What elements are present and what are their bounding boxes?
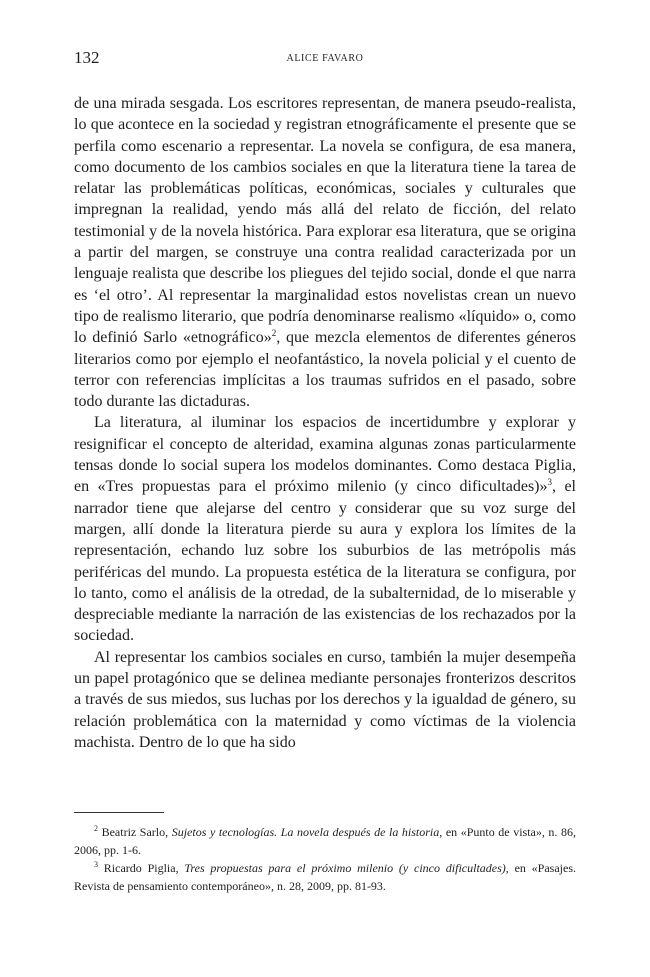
paragraph-2 <box>74 412 576 646</box>
footnote-2 <box>74 823 576 859</box>
paragraph-1-text-b: , que mezcla elementos de diferentes géneros literarios como por ejemplo el neofantástico, la novela policial y el cuento de terror con referencias implícitas a los traumas sufridos en el pasado, sobre todo durante las dictaduras. <box>74 329 577 411</box>
footnote-separator <box>74 812 164 813</box>
footnote-citation: , en «Pasajes. Revista de pensamiento contemporáneo», n. 28, 2009, pp. 81-93. <box>74 861 577 893</box>
paragraph-2-text-b: , el narrador tiene que alejarse del centro y considerar que su voz surge del margen, allí donde la literatura pierde su aura y explora los límites de la representación, echando luz sobre los suburbios de las metrópolis más periféricas del mundo. La propuesta estética de la literatura se configura, por lo tanto, como el análisis de la otredad, de la subalternidad, de lo miserable y despreciable mediante la narración de las existencias de los rechazados por la sociedad. <box>74 478 577 645</box>
footnote-ref-2[interactable]: 2 <box>271 328 277 339</box>
footnote-ref-3[interactable]: 3 <box>547 477 553 488</box>
paragraph-1-text-a: de una mirada sesgada. Los escritores representan, de manera pseudo-realista, lo que acontece en la sociedad y registran etnográficamente el presente que se perfila como escenario a representar. La novela se configura, de esa manera, como documento de los cambios sociales en que la literatura tiene la tarea de relatar las problemáticas políticas, económicas, sociales y culturales que impregnan la realidad, yendo más allá del relato de ficción, del relato testimonial y de la novela histórica. Para explorar esa literatura, que se origina a partir del margen, se construye una contra realidad caracterizada por un lenguaje realista que describe los pliegues del tejido social, donde el que narra es ‘el otro’. Al representar la marginalidad estos novelistas crean un nuevo tipo de realismo literario, que podría denominarse realismo «líquido» o, como lo definió Sarlo «etnográfico» <box>74 95 576 347</box>
page-number: 132 <box>74 48 100 67</box>
body-text <box>74 93 576 753</box>
footnote-3 <box>74 859 576 895</box>
footnote-title: Sujetos y tecnologías. La novela después de la historia <box>171 825 440 839</box>
paragraph-1 <box>74 93 576 412</box>
footnote-author: Beatriz Sarlo, <box>101 825 172 839</box>
paragraph-3: Al representar los cambios sociales en curso, también la mujer desempeña un papel protagónico que se delinea mediante personajes fronterizos descritos a través de sus miedos, sus luchas por los derechos y la igualdad de género, su relación problemática con la maternidad y como víctimas de la violencia machista. Dentro de lo que ha sido <box>74 648 576 751</box>
footnote-citation: , en «Punto de vista», n. 86, 2006, pp. 1-6. <box>74 825 577 857</box>
paragraph-2-text-a: La literatura, al iluminar los espacios de incertidumbre y explorar y resignificar el concepto de alteridad, examina algunas zonas particularmente tensas donde lo social supera los modelos dominantes. Como destaca Piglia, en «Tres propuestas para el próximo milenio (y cinco dificultades)» <box>74 414 576 496</box>
footnote-author: Ricardo Piglia, <box>103 861 185 875</box>
footnote-marker: 3 <box>94 860 98 869</box>
page-header <box>74 48 576 70</box>
footnote-marker: 2 <box>94 824 98 833</box>
footnotes <box>74 823 576 895</box>
footnote-title: Tres propuestas para el próximo milenio (y cinco dificultades) <box>184 861 506 875</box>
running-head: ALICE FAVARO <box>286 53 364 64</box>
